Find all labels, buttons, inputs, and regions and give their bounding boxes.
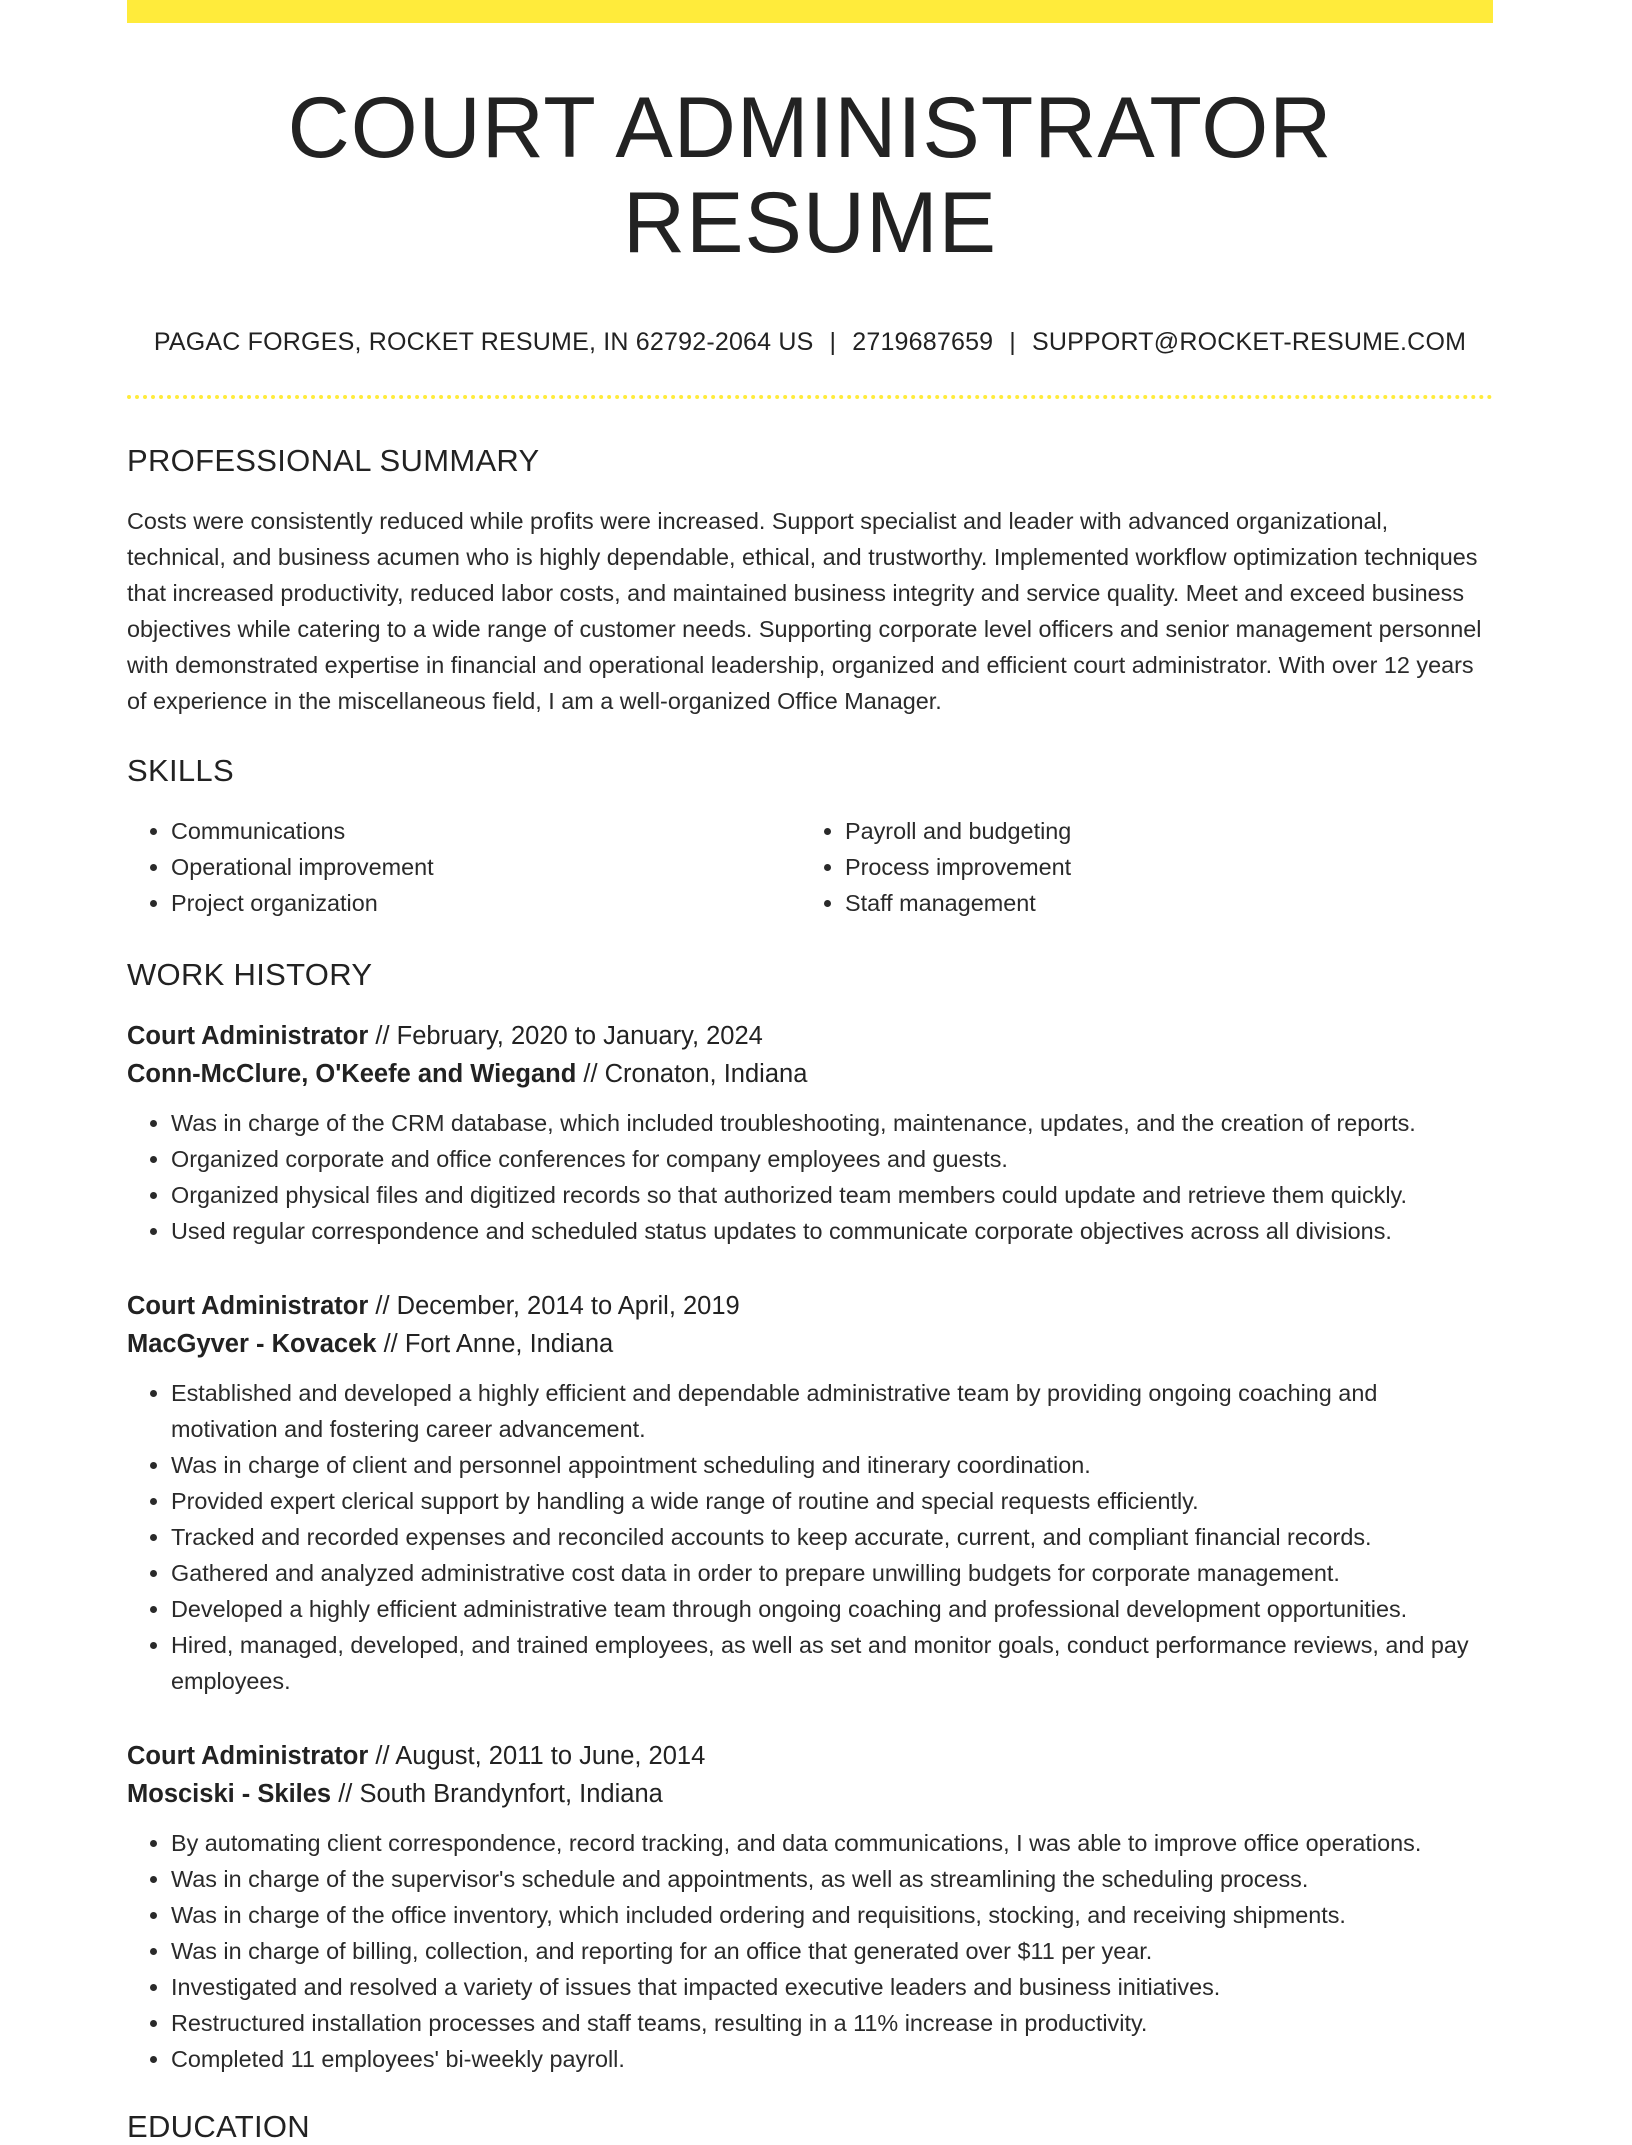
skill-item: • Staff management: [845, 885, 1475, 921]
skill-item: • Communications: [171, 813, 801, 849]
job-bullet: • Was in charge of the supervisor's schedule and appointments, as well as streamlining the scheduling process.: [171, 1861, 1493, 1897]
education-heading: EDUCATION: [127, 2108, 310, 2144]
job-bullet: • Was in charge of billing, collection, and reporting for an office that generated over $11 per year.: [171, 1933, 1493, 1969]
job-entry: [127, 1017, 1493, 1249]
job-dates: February, 2020 to January, 2024: [396, 1021, 763, 1050]
job-title-line: [127, 1287, 1493, 1325]
resume-page: [127, 0, 1493, 2145]
skills-column-left: [127, 813, 801, 921]
job-dates: August, 2011 to June, 2014: [395, 1741, 706, 1770]
job-bullet: • Was in charge of the CRM database, which included troubleshooting, maintenance, updates, and the creation of reports.: [171, 1105, 1493, 1141]
job-company-line: [127, 1775, 1493, 1813]
summary-heading: PROFESSIONAL SUMMARY: [127, 442, 540, 478]
job-location: Cronaton, Indiana: [604, 1059, 808, 1088]
skill-item: • Operational improvement: [171, 849, 801, 885]
job-separator: //: [368, 1021, 397, 1050]
skill-item: • Payroll and budgeting: [845, 813, 1475, 849]
contact-address: PAGAC FORGES, ROCKET RESUME, IN 62792-2064 US: [153, 327, 814, 356]
skills-list: [127, 813, 1493, 921]
job-company-line: [127, 1055, 1493, 1093]
job-bullet: • Developed a highly efficient administrative team through ongoing coaching and professional development opportunities.: [171, 1591, 1493, 1627]
job-bullet: • Investigated and resolved a variety of issues that impacted executive leaders and business initiatives.: [171, 1969, 1493, 2005]
skills-column-right: [801, 813, 1475, 921]
skill-item: • Process improvement: [845, 849, 1475, 885]
job-entry: [127, 1737, 1493, 2077]
job-bullet: • Used regular correspondence and scheduled status updates to communicate corporate objectives across all divisions.: [171, 1213, 1493, 1249]
work-history-heading: WORK HISTORY: [127, 956, 373, 992]
contact-separator: |: [829, 327, 837, 356]
job-bullet: • By automating client correspondence, record tracking, and data communications, I was able to improve office operations.: [171, 1825, 1493, 1861]
summary-text: Costs were consistently reduced while profits were increased. Support specialist and leader with advanced organizational, technical, and business acumen who is highly dependable, ethical, and trustworthy. Implemented workflow optimization techniques that increased productivity, reduced labor costs, and maintained business integrity and service quality. Meet and exceed business objectives while catering to a wide range of customer needs. Supporting corporate level officers and senior management personnel with demonstrated expertise in financial and operational leadership, organized and efficient court administrator. With over 12 years of experience in the miscellaneous field, I am a well-organized Office Manager.: [127, 507, 1482, 714]
job-bullets: [127, 1375, 1493, 1699]
job-bullet: • Provided expert clerical support by handling a wide range of routine and special requests efficiently.: [171, 1483, 1493, 1519]
dotted-divider: [127, 395, 1493, 399]
contact-line: [127, 328, 1493, 357]
job-bullet: • Was in charge of client and personnel appointment scheduling and itinerary coordination.: [171, 1447, 1493, 1483]
job-separator: //: [368, 1291, 397, 1320]
skill-item: • Project organization: [171, 885, 801, 921]
job-company: Mosciski - Skiles: [127, 1779, 332, 1808]
job-bullet: • Gathered and analyzed administrative cost data in order to prepare unwilling budgets for corporate management.: [171, 1555, 1493, 1591]
job-title: Court Administrator: [127, 1291, 369, 1320]
job-location: South Brandynfort, Indiana: [359, 1779, 663, 1808]
job-bullet: • Established and developed a highly efficient and dependable administrative team by providing ongoing coaching and motivation and fostering career advancement.: [171, 1375, 1493, 1447]
job-separator: //: [331, 1779, 360, 1808]
job-bullet: • Organized corporate and office conferences for company employees and guests.: [171, 1141, 1493, 1177]
skills-heading: SKILLS: [127, 752, 234, 788]
job-location: Fort Anne, Indiana: [404, 1329, 614, 1358]
job-title-line: [127, 1017, 1493, 1055]
accent-top-bar: [127, 0, 1493, 23]
job-bullet: • Tracked and recorded expenses and reconciled accounts to keep accurate, current, and compliant financial records.: [171, 1519, 1493, 1555]
contact-email[interactable]: SUPPORT@ROCKET-RESUME.COM: [1031, 327, 1467, 356]
job-bullets: [127, 1825, 1493, 2077]
job-bullet: • Completed 11 employees' bi-weekly payroll.: [171, 2041, 1493, 2077]
job-title-line: [127, 1737, 1493, 1775]
job-separator: //: [368, 1741, 396, 1770]
job-company: MacGyver - Kovacek: [127, 1329, 377, 1358]
job-title: Court Administrator: [127, 1021, 369, 1050]
job-entry: [127, 1287, 1493, 1699]
job-company-line: [127, 1325, 1493, 1363]
resume-title: COURT ADMINISTRATOR RESUME: [287, 80, 1333, 271]
job-company: Conn-McClure, O'Keefe and Wiegand: [127, 1059, 577, 1088]
contact-separator: |: [1009, 327, 1016, 356]
job-title: Court Administrator: [127, 1741, 369, 1770]
job-separator: //: [376, 1329, 405, 1358]
job-bullet: • Organized physical files and digitized records so that authorized team members could update and retrieve them quickly.: [171, 1177, 1493, 1213]
job-dates: December, 2014 to April, 2019: [396, 1291, 740, 1320]
job-bullet: • Was in charge of the office inventory, which included ordering and requisitions, stocking, and receiving shipments.: [171, 1897, 1493, 1933]
job-separator: //: [576, 1059, 605, 1088]
job-bullet: • Hired, managed, developed, and trained employees, as well as set and monitor goals, conduct performance reviews, and pay employees.: [171, 1627, 1493, 1699]
contact-phone[interactable]: 2719687659: [852, 327, 994, 356]
job-bullet: • Restructured installation processes and staff teams, resulting in a 11% increase in productivity.: [171, 2005, 1493, 2041]
job-bullets: [127, 1105, 1493, 1249]
